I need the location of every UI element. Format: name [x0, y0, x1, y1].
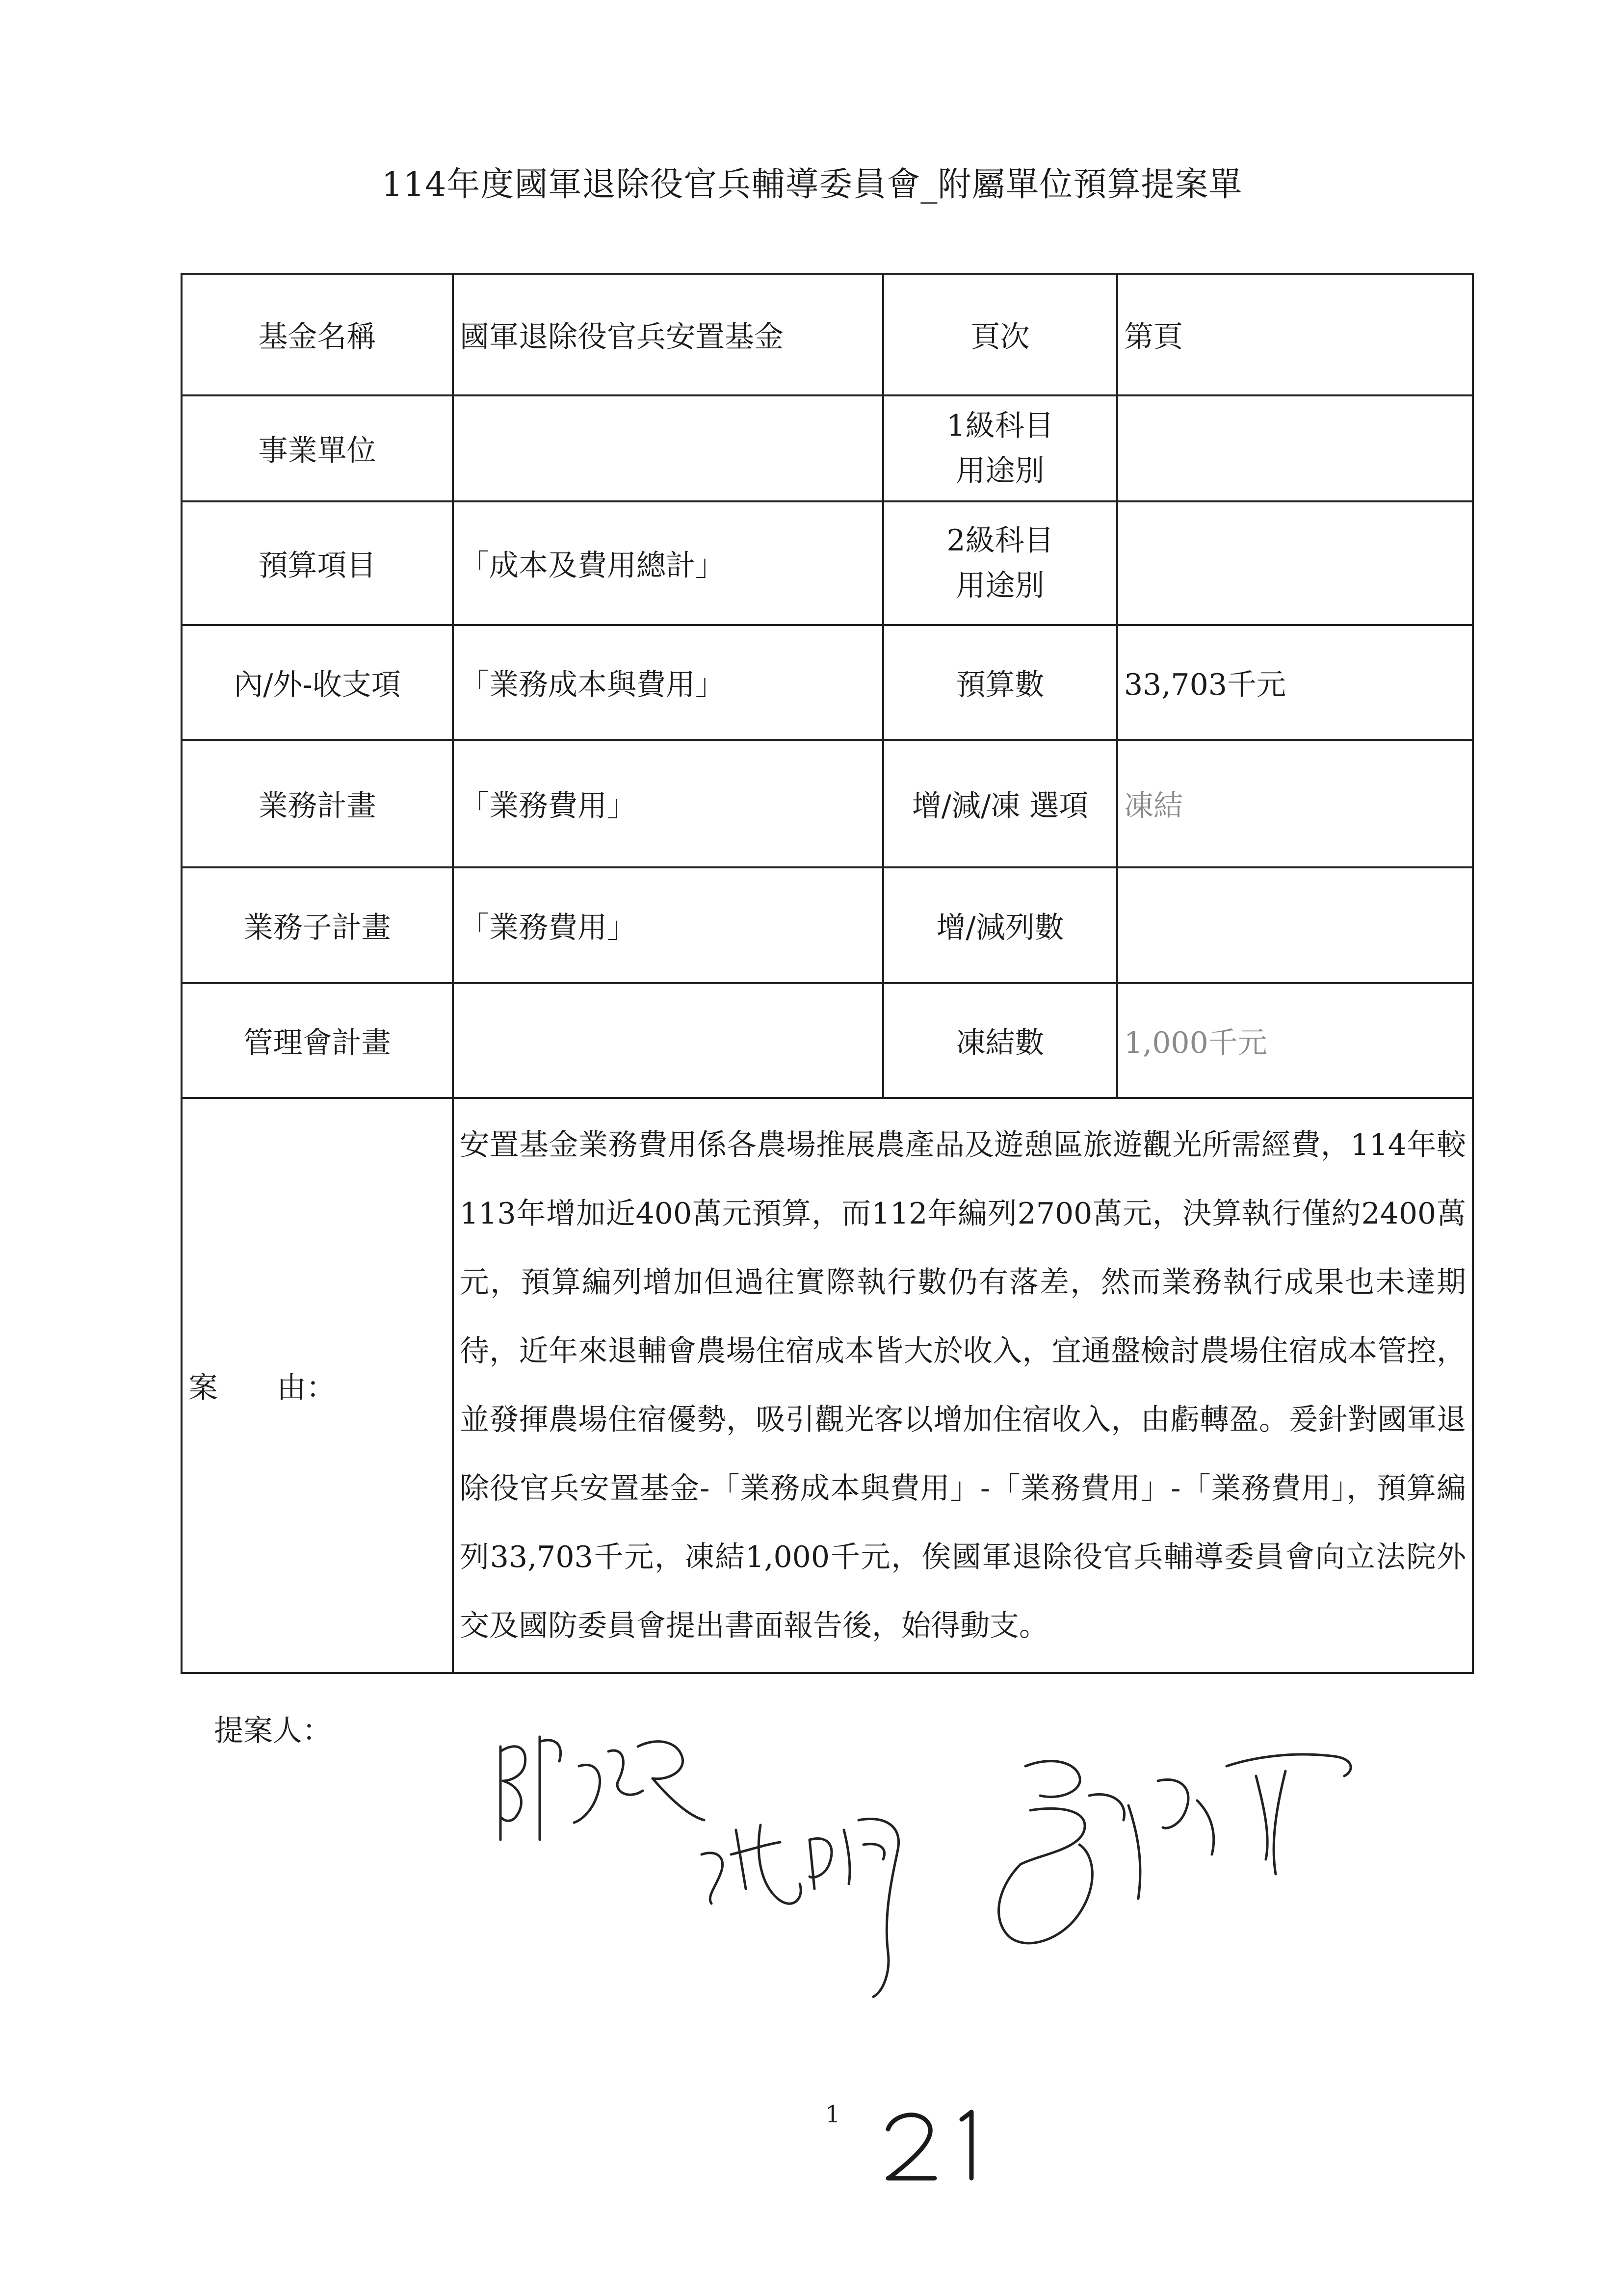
- level1-subject-line1: 1級科目: [946, 409, 1054, 443]
- page-number-printed: 1: [825, 2101, 840, 2128]
- business-subplan-value: 「業務費用」: [453, 867, 883, 983]
- fund-name-label: 基金名稱: [182, 274, 453, 395]
- table-row: [182, 740, 1473, 867]
- page-number-handwritten: [878, 2105, 996, 2183]
- level2-subject-line1: 2級科目: [946, 523, 1054, 558]
- frozen-amount-label: 凍結數: [883, 983, 1117, 1098]
- budget-amount-value: 33,703千元: [1117, 625, 1473, 740]
- table-row: [182, 625, 1473, 740]
- budget-item-label: 預算項目: [182, 501, 453, 625]
- level1-subject-line2: 用途別: [956, 454, 1045, 488]
- adjust-option-label: 增/減/凍 選項: [883, 740, 1117, 867]
- signature-1: [481, 1717, 716, 1864]
- reason-text: 安置基金業務費用係各農場推展農產品及遊憩區旅遊觀光所需經費，114年較113年增加近400萬元預算，而112年編列2700萬元，決算執行僅約2400萬元，預算編列增加但過往實際執行數仍有落差，然而業務執行成果也未達期待，近年來退輔會農場住宿成本皆大於收入，宜通盤檢討農場住宿成本管控，並發揮農場住宿優勢，吸引觀光客以增加住宿收入，由虧轉盈。爰針對國軍退除役官兵安置基金-「業務成本與費用」-「業務費用」-「業務費用」，預算編列33,703千元，凍結1,000千元，俟國軍退除役官兵輔導委員會向立法院外交及國防委員會提出書面報告後，始得動支。: [453, 1098, 1473, 1673]
- level1-subject-value: [1117, 395, 1473, 501]
- budget-item-value: 「成本及費用總計」: [453, 501, 883, 625]
- level1-subject-label: [883, 395, 1117, 501]
- proposer-label: 提案人：: [214, 1714, 332, 1748]
- level2-subject-value: [1117, 501, 1473, 625]
- form-title: 114年度國軍退除役官兵輔導委員會_附屬單位預算提案單: [381, 165, 1243, 204]
- management-plan-value: [453, 983, 883, 1098]
- table-row: [182, 395, 1473, 501]
- fund-name-value: 國軍退除役官兵安置基金: [453, 274, 883, 395]
- frozen-amount-value: 1,000千元: [1117, 983, 1473, 1098]
- level2-subject-line2: 用途別: [956, 569, 1045, 603]
- management-plan-label: 管理會計畫: [182, 983, 453, 1098]
- page-value: 第頁: [1117, 274, 1473, 395]
- reason-label: 案 由：: [182, 1098, 453, 1673]
- income-expense-label: 內/外-收支項: [182, 625, 453, 740]
- table-row: [182, 1098, 1473, 1673]
- budget-amount-label: 預算數: [883, 625, 1117, 740]
- business-plan-value: 「業務費用」: [453, 740, 883, 867]
- level2-subject-label: [883, 501, 1117, 625]
- page-label: 頁次: [883, 274, 1117, 395]
- business-subplan-label: 業務子計畫: [182, 867, 453, 983]
- table-row: [182, 274, 1473, 395]
- adjust-amount-label: 增/減列數: [883, 867, 1117, 983]
- table-row: [182, 983, 1473, 1098]
- table-row: [182, 501, 1473, 625]
- income-expense-value: 「業務成本與費用」: [453, 625, 883, 740]
- business-plan-label: 業務計畫: [182, 740, 453, 867]
- business-unit-value: [453, 395, 883, 501]
- proposal-form-table: [181, 273, 1474, 1674]
- adjust-option-value: 凍結: [1117, 740, 1473, 867]
- adjust-amount-value: [1117, 867, 1473, 983]
- business-unit-label: 事業單位: [182, 395, 453, 501]
- signature-3: [981, 1737, 1364, 1962]
- table-row: [182, 867, 1473, 983]
- signature-2: [687, 1786, 942, 2002]
